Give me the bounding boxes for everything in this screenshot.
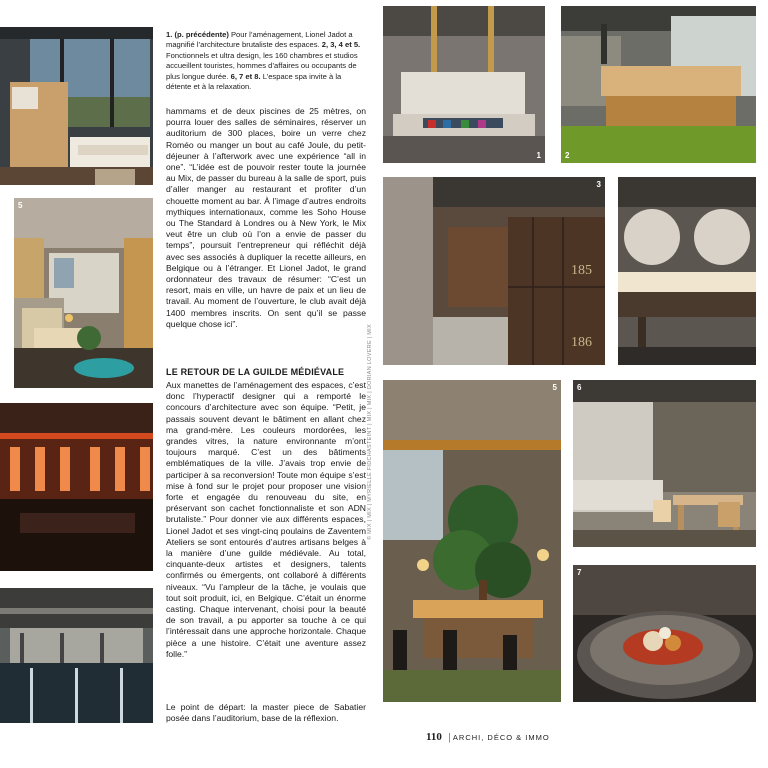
caption-bold-1: 2, 3, 4 et 5. bbox=[321, 40, 361, 50]
folio-separator: | bbox=[448, 732, 451, 743]
caption-text-2: Fonctionnels et ultra design, les 160 chambres et studios accueillent touristes, hommes d’affaires ou occupants de plus longue durée. bbox=[166, 50, 358, 81]
page-number: 110 bbox=[426, 731, 442, 743]
photo-credits: © MIX | MIX | MYRIELLE FIDCHASTEINT | MIX | MIX | DORIAN LOVERE | MIX bbox=[367, 324, 373, 540]
photo-lounge-plant bbox=[383, 380, 561, 702]
photo-dining bbox=[573, 380, 756, 547]
photo-pool bbox=[0, 588, 153, 723]
photo-hammam bbox=[0, 403, 153, 571]
page-folio bbox=[426, 731, 550, 743]
locker-number-185: 185 bbox=[571, 263, 592, 278]
caption-intro: 1. (p. précédente) bbox=[166, 30, 229, 39]
paragraph-3-text: Le point de départ: la master piece de Sabatier posée dans l’auditorium, base de la réflexion. bbox=[166, 702, 366, 724]
photo-number: 5 bbox=[552, 383, 557, 392]
magazine-section: ARCHI, DÉCO & IMMO bbox=[452, 733, 550, 742]
paragraph-2-text: Aux manettes de l’aménagement des espaces, c’est donc l’hyperactif designer qui a remporté le concours d’architecture avec son équipe. “Petit, je passais souvent devant le bâtiment en allant chez ma grand-mère. Les couleurs mordorées, les grandes vitres, la nature environnante m’ont toujours marqué. C’est un des bâtiments emblématiques de la ville. J’avais trop envie de participer à sa reconversion! Toute mon équipe s’est mise à fond sur le projet pour proposer une vision forte et engagée du renouveau du site, en préservant son cachet fonctionnaliste et son ADN brutaliste.” Pour donner vie aux différents espaces, Lionel Jadot et ses vingt-cinq poulains de Zaventem Ateliers se sont entourés d’autres artisans belges à la manière d’une guilde médiévale. Au total, cinquante-deux artistes et designers, talents confirmés ou émergents, ont collaboré à différents niveaux. “Vu l’ampleur de la tâche, je voulais que tout soit produit, ici, en Belgique. C’était un énorme casting. Chaque intervenant, choisi pour la beauté de son travail, a pu apporter sa touche à ce qui l’intéressait dans une approche horizontale. Chaque pièce a une histoire. C’était une aventure assez folle.” bbox=[166, 380, 366, 659]
photo-number: 5 bbox=[18, 201, 23, 210]
photo-mirrors bbox=[618, 177, 756, 365]
paragraph-1-text: hammams et de deux piscines de 25 mètres, on pourra louer des salles de séminaires, réserver un auditorium de 300 places, boire un verre chez Roméo ou manger un bout au café Joule, du petit-déjeuner à l’afterwork avec une expérience “all in one”. “L’idée est de pouvoir rester toute la journée au Mix, de passer du bureau à la salle de sport, puis d’aller manger au restaurant et profiter d’un chouette moment au bar. À l’image d’autres endroits mythiques internationaux, comme les Soho House ou The Standard à Londres ou à New York, le Mix veut être un club où l’on a envie de passer du temps”, poursuit l’entrepreneur qui réfléchit déjà avec ses associés à dupliquer la recette ailleurs, en Belgique ou à l’étranger. Et Lionel Jadot, le grand ordonnateur des travaux de résumer: “C’est un resort, mais en ville, un havre de paix et un lieu de travail. Au moment de l’ouverture, le club avait déjà 1400 membres inscrits. On sent qu’il se passe quelque chose ici”. bbox=[166, 106, 366, 329]
caption-bold-2: 6, 7 et 8. bbox=[230, 71, 261, 81]
locker-number-186: 186 bbox=[571, 335, 592, 350]
photo-number: 6 bbox=[577, 383, 582, 392]
article-paragraph-2 bbox=[166, 380, 366, 660]
photo-lockers bbox=[383, 177, 605, 365]
article-paragraph-1 bbox=[166, 106, 366, 330]
photo-dish bbox=[573, 565, 756, 702]
section-heading: LE RETOUR DE LA GUILDE MÉDIÉVALE bbox=[166, 367, 345, 377]
photo-captions bbox=[166, 30, 366, 92]
caption-text-1: Pour l’aménagement, Lionel Jadot a magnifié l’architecture brutaliste des espaces. bbox=[166, 30, 353, 50]
caption-text-3: L’espace spa invite à la détente et à la relaxation. bbox=[166, 71, 342, 92]
photo-number: 2 bbox=[565, 151, 570, 160]
photo-bedroom bbox=[0, 27, 153, 185]
photo-number: 3 bbox=[596, 180, 601, 189]
photo-number: 7 bbox=[577, 568, 582, 577]
photo-studio-interior bbox=[14, 198, 153, 388]
article-paragraph-3 bbox=[166, 702, 366, 724]
photo-reception bbox=[561, 6, 756, 163]
photo-fireplace bbox=[383, 6, 545, 163]
photo-number: 1 bbox=[536, 151, 541, 160]
